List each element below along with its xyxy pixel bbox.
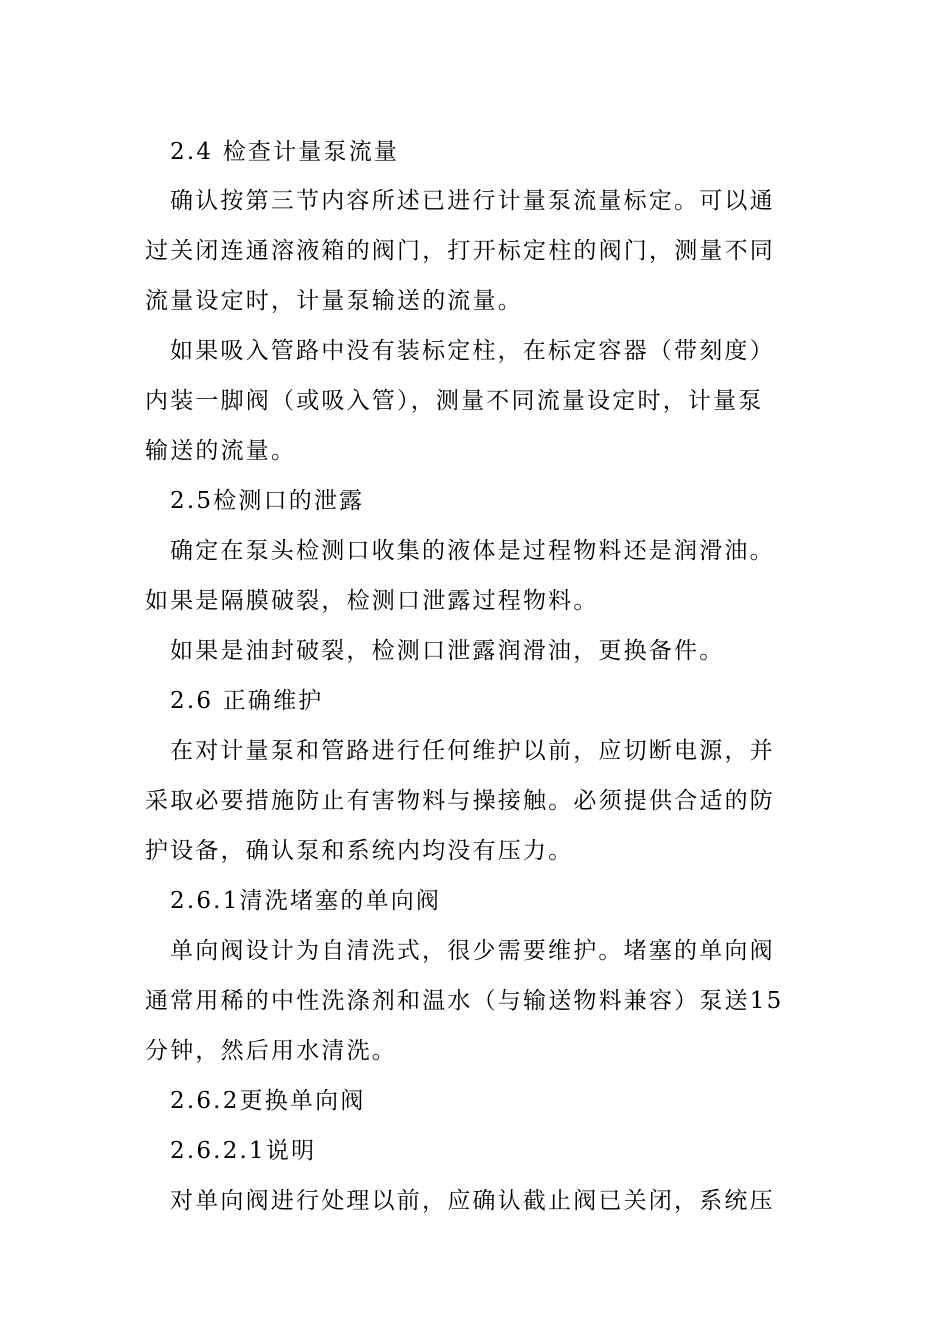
- paragraph-line: 在对计量泵和管路进行任何维护以前，应切断电源，并: [170, 738, 775, 764]
- section-heading-2-4: 2.4 检查计量泵流量: [170, 139, 400, 165]
- paragraph-line: 采取必要措施防止有害物料与操接触。必须提供合适的防: [145, 788, 775, 814]
- paragraph-line: 过关闭连通溶液箱的阀门，打开标定柱的阀门，测量不同: [145, 238, 775, 264]
- paragraph-line: 确定在泵头检测口收集的液体是过程物料还是润滑油。: [170, 538, 775, 564]
- paragraph-line: 通常用稀的中性洗涤剂和温水（与输送物料兼容）泵送15: [145, 988, 784, 1014]
- section-heading-2-6-1: 2.6.1清洗堵塞的单向阀: [170, 888, 442, 914]
- paragraph-line: 单向阀设计为自清洗式，很少需要维护。堵塞的单向阀: [170, 938, 775, 964]
- paragraph-line: 流量设定时，计量泵输送的流量。: [145, 288, 523, 314]
- section-heading-2-6: 2.6 正确维护: [170, 688, 324, 714]
- paragraph-line: 如果是油封破裂，检测口泄露润滑油，更换备件。: [170, 638, 725, 664]
- paragraph-line: 内装一脚阀（或吸入管），测量不同流量设定时，计量泵: [145, 388, 764, 414]
- section-heading-2-6-2-1: 2.6.2.1说明: [170, 1138, 317, 1164]
- paragraph-line: 输送的流量。: [145, 438, 297, 464]
- paragraph-line: 确认按第三节内容所述已进行计量泵流量标定。可以通: [170, 188, 775, 214]
- paragraph-line: 如果吸入管路中没有装标定柱，在标定容器（带刻度）: [170, 338, 775, 364]
- paragraph-line: 分钟，然后用水清洗。: [145, 1038, 397, 1064]
- section-heading-2-6-2: 2.6.2更换单向阀: [170, 1088, 366, 1114]
- section-heading-2-5: 2.5检测口的泄露: [170, 488, 365, 514]
- paragraph-line: 护设备，确认泵和系统内均没有压力。: [145, 838, 574, 864]
- paragraph-line: 对单向阀进行处理以前，应确认截止阀已关闭，系统压: [170, 1188, 775, 1214]
- paragraph-line: 如果是隔膜破裂，检测口泄露过程物料。: [145, 588, 599, 614]
